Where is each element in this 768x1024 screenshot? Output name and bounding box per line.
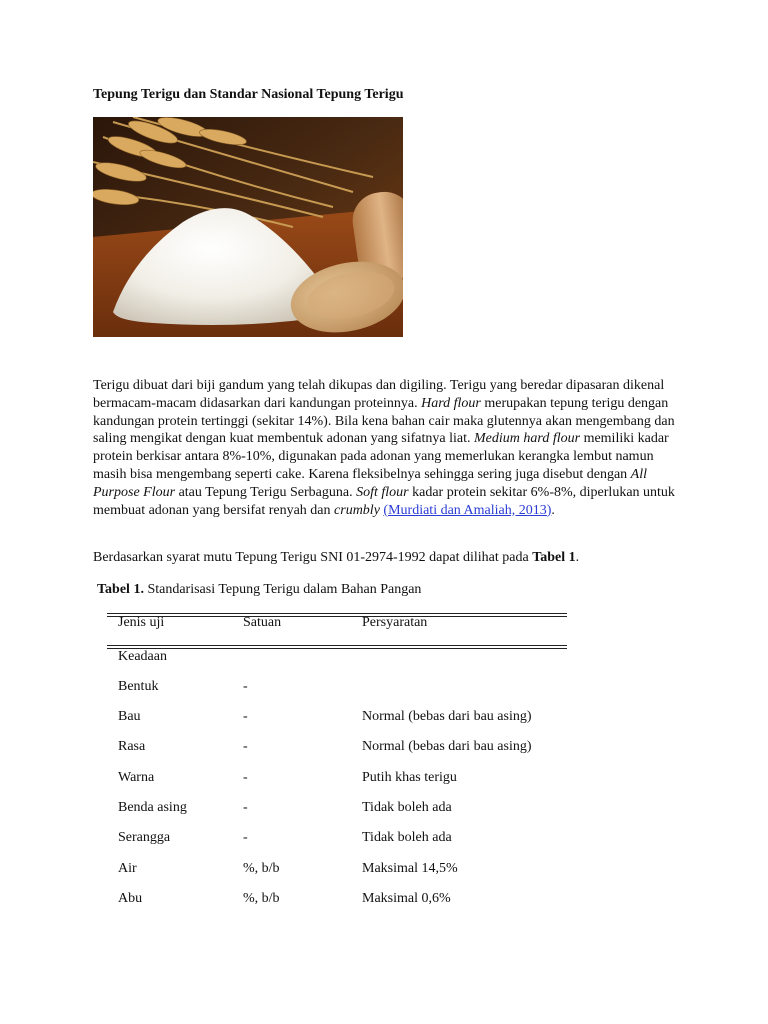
table-reference: Tabel 1 [532,550,576,565]
table-cell: - [243,709,248,724]
table-cell: %, b/b [243,861,280,876]
table-cell: Serangga [118,830,171,845]
table-cell: Normal (bebas dari bau asing) [362,739,532,754]
table-header-rule [107,645,567,646]
table-cell: Abu [118,891,143,906]
table-caption-text: Standarisasi Tepung Terigu dalam Bahan Pangan [143,582,422,597]
table-cell: Tidak boleh ada [362,830,452,845]
table-top-rule [107,616,567,617]
table-header-jenis-uji: Jenis uji [118,615,165,630]
table-cell: - [243,739,248,754]
flour-wheat-photo [93,117,403,337]
table-header-satuan: Satuan [243,615,282,630]
paragraph-text: . [551,502,555,518]
table-cell: Keadaan [118,649,167,664]
table-caption [97,582,421,598]
table-cell: Maksimal 14,5% [362,861,458,876]
paragraph-text: . [575,550,580,565]
table-top-rule [107,613,567,614]
table-cell: Normal (bebas dari bau asing) [362,709,532,724]
table-cell: Bau [118,709,141,724]
intro-paragraph [93,377,683,519]
citation-link[interactable]: (Murdiati dan Amaliah, 2013) [383,502,552,518]
paragraph-text: atau Tepung Terigu Serbaguna. [175,484,357,500]
term-soft-flour: Soft flour [356,484,409,500]
paragraph-text: merupakan tepung terigu dengan kandungan protein tertinggi (sekitar 14%). Bila kena bahan cair maka glutennya akan mengembang dan saling mengikat dengan kuat membentuk adonan yang sifatnya liat. [93,395,675,447]
flour-wheat-illustration [93,117,403,337]
table-cell: Benda asing [118,800,187,815]
term-medium-hard-flour: Medium hard flour [474,431,581,447]
table-cell: Rasa [118,739,146,754]
table-caption-label: Tabel 1. [97,582,144,597]
table-cell: - [243,770,248,785]
table-cell: %, b/b [243,891,280,906]
paragraph-text: memiliki kadar protein berkisar antara 8%-10%, digunakan pada adonan yang memerlukan kerangka lembut namun masih bisa mengembang seperti cake. Karena fleksibelnya sehingga sering juga disebut dengan [93,431,669,482]
document-title: Tepung Terigu dan Standar Nasional Tepung Terigu [93,87,404,102]
table-cell: Tidak boleh ada [362,800,452,815]
table-header-rule [107,648,567,649]
term-all-purpose-flour: All Purpose Flour [93,466,648,500]
table-reference-paragraph [93,550,579,566]
table-cell: Warna [118,770,155,785]
table-cell: - [243,800,248,815]
term-hard-flour: Hard flour [421,395,481,411]
table-cell: - [243,679,248,694]
table-cell: - [243,830,248,845]
paragraph-text: Berdasarkan syarat mutu Tepung Terigu SNI 01-2974-1992 dapat dilihat pada [93,550,533,565]
table-cell: Bentuk [118,679,159,694]
table-cell: Maksimal 0,6% [362,891,451,906]
paragraph-text: kadar protein sekitar 6%-8%, diperlukan untuk membuat adonan yang bersifat renyah dan [93,484,675,518]
term-crumbly: crumbly [334,502,380,518]
paragraph-text: Terigu dibuat dari biji gandum yang telah dikupas dan digiling. Terigu yang beredar dipasaran dikenal bermacam-macam didasarkan dari kandungan proteinnya. [93,378,665,411]
table-cell: Air [118,861,137,876]
table-cell: Putih khas terigu [362,770,457,785]
table-header-persyaratan: Persyaratan [362,615,428,630]
